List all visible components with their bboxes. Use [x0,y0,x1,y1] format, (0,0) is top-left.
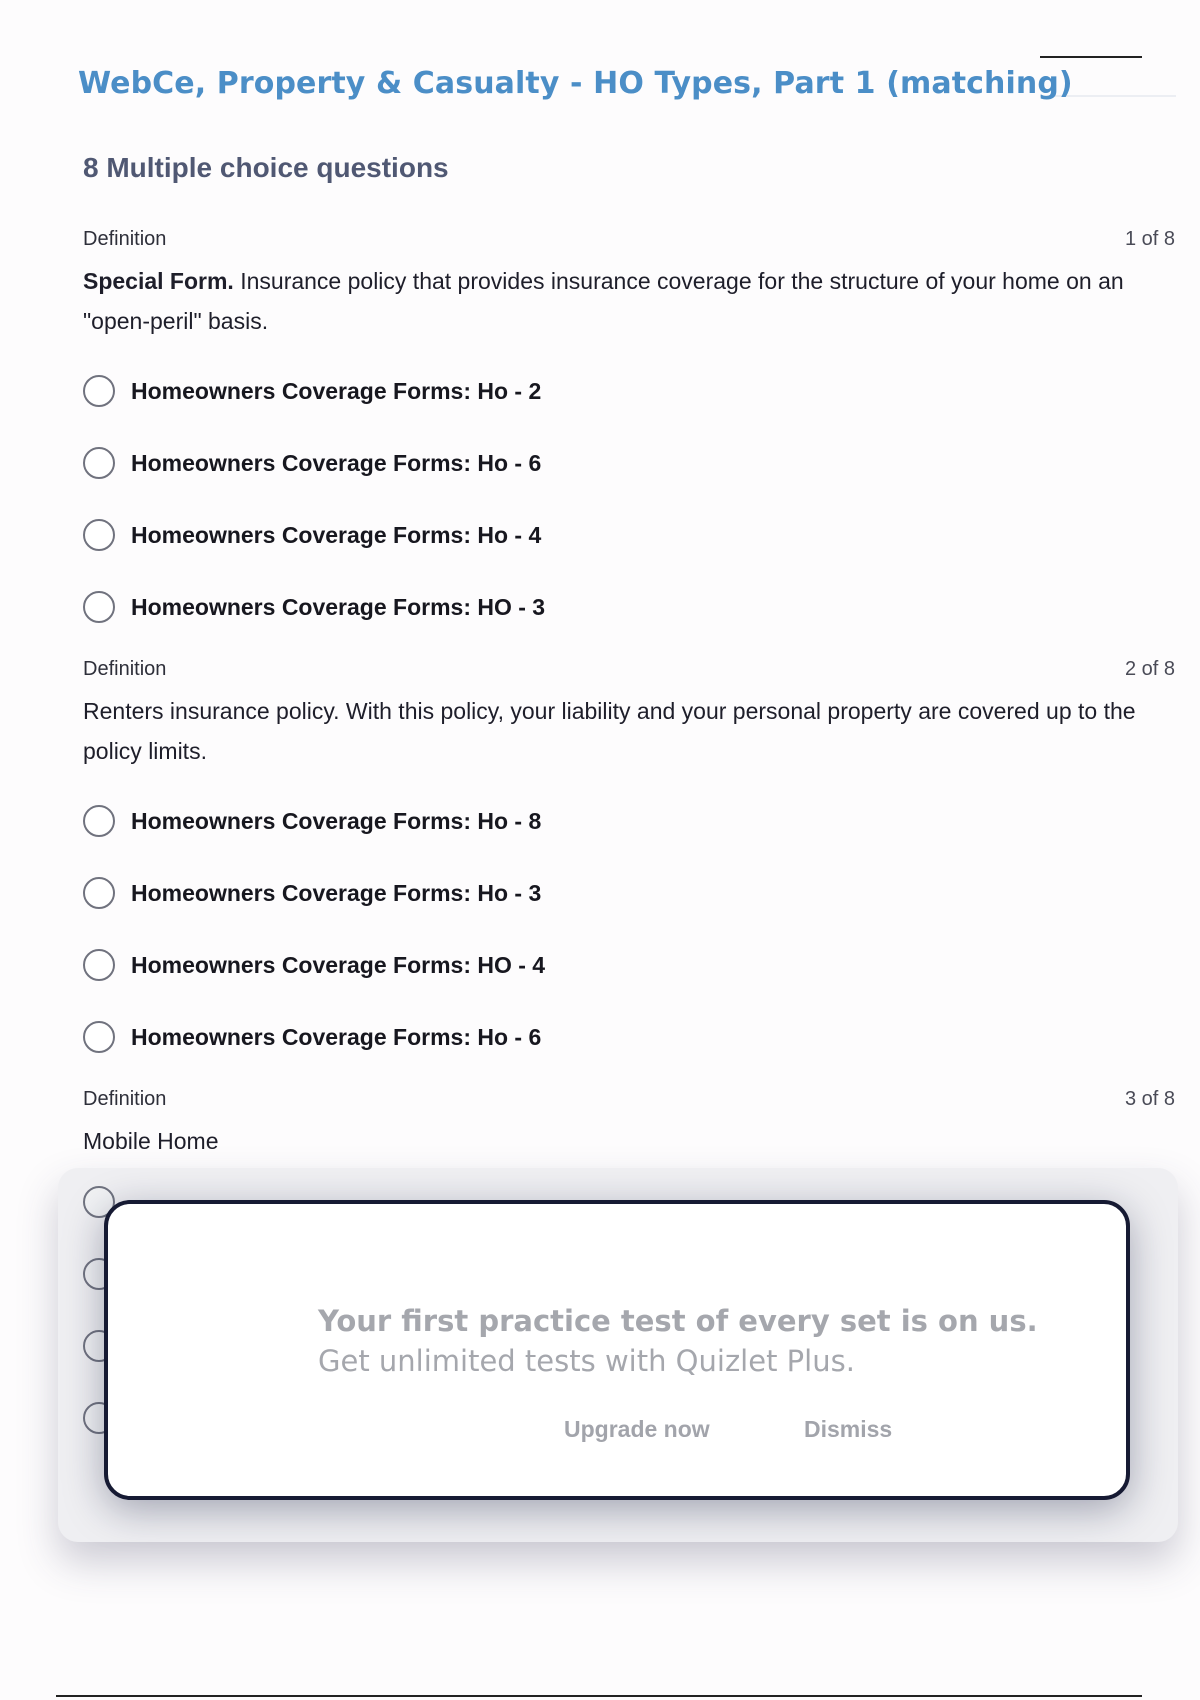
option-label: Homeowners Coverage Forms: Ho - 4 [131,521,542,548]
question-label: Definition [83,228,167,250]
question-counter: 1 of 8 [1124,228,1175,250]
dismiss-button[interactable]: Dismiss [804,1416,893,1442]
option-label: Homeowners Coverage Forms: Ho - 2 [131,377,542,404]
answer-option[interactable] [83,571,1175,643]
upgrade-now-button[interactable]: Upgrade now [564,1416,710,1442]
radio-button[interactable] [83,519,115,551]
option-label: Homeowners Coverage Forms: HO - 3 [131,593,546,620]
question-prompt [83,691,1143,771]
answer-option[interactable] [83,857,1175,929]
question-prompt [83,261,1143,341]
answer-option[interactable] [83,929,1175,1001]
radio-button[interactable] [83,447,115,479]
answer-options [83,785,1175,1073]
document-title: WebCe, Property & Casualty - HO Types, Part 1 (matching) [78,66,1073,101]
prompt-text: Mobile Home [83,1128,219,1154]
radio-button[interactable] [83,949,115,981]
bottom-divider [56,1695,1142,1697]
answer-options [83,355,1175,643]
option-label: Homeowners Coverage Forms: Ho - 3 [131,879,542,906]
radio-button[interactable] [83,375,115,407]
question-1 [83,228,1175,643]
top-divider [1040,56,1142,58]
answer-option[interactable] [83,355,1175,427]
question-label: Definition [83,1088,167,1110]
radio-button[interactable] [83,1021,115,1053]
answer-option[interactable] [83,1001,1175,1073]
question-counter: 2 of 8 [1124,658,1175,680]
option-label: Homeowners Coverage Forms: Ho - 8 [131,807,542,834]
section-heading: 8 Multiple choice questions [83,152,449,183]
question-3 [83,1088,1175,1161]
option-label: Homeowners Coverage Forms: Ho - 6 [131,449,542,476]
question-2 [83,658,1175,1073]
radio-button[interactable] [83,805,115,837]
question-counter: 3 of 8 [1124,1088,1175,1110]
answer-option[interactable] [83,785,1175,857]
option-label: Homeowners Coverage Forms: HO - 4 [131,951,546,978]
answer-option[interactable] [83,427,1175,499]
upgrade-modal [104,1200,1130,1500]
option-label: Homeowners Coverage Forms: Ho - 6 [131,1023,542,1050]
radio-button[interactable] [83,591,115,623]
prompt-text: Renters insurance policy. With this policy, your liability and your personal property are covered up to the policy limits. [83,698,1136,764]
prompt-term: Special Form. [83,268,234,294]
question-prompt [83,1121,1143,1161]
prompt-text: Insurance policy that provides insurance coverage for the structure of your home on an "open-peril" basis. [83,268,1124,334]
modal-headline: Your first practice test of every set is on us. [318,1304,1038,1338]
modal-subtext: Get unlimited tests with Quizlet Plus. [318,1344,855,1378]
question-label: Definition [83,658,167,680]
answer-option[interactable] [83,499,1175,571]
radio-button[interactable] [83,877,115,909]
